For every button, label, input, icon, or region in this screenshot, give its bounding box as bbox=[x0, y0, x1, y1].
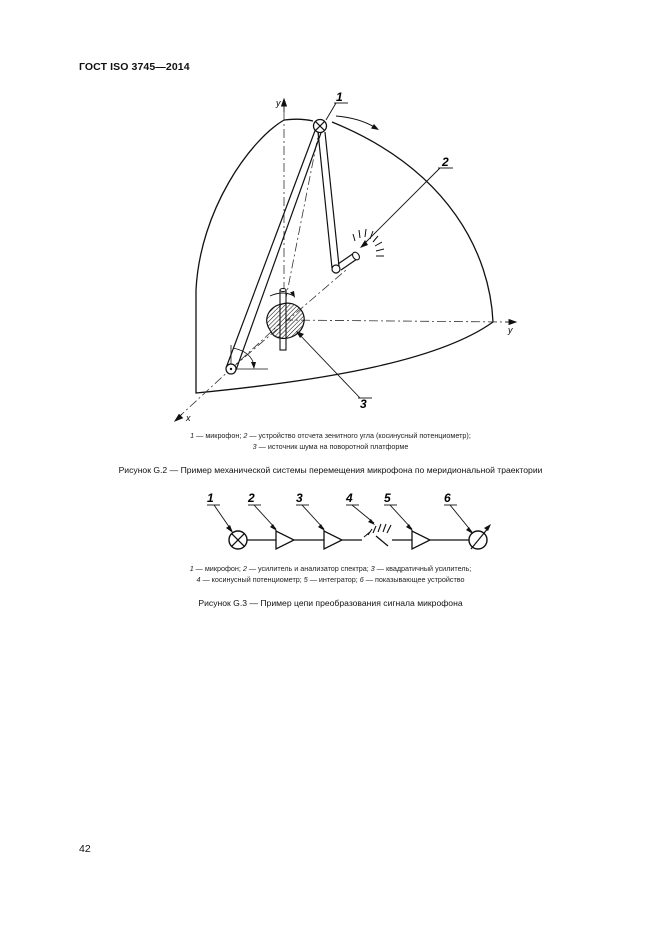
callout-3-g2: 3 bbox=[360, 397, 367, 411]
figure-g3-legend-line2: 4 — косинусный потенциометр; 5 — интегратор; 6 — показывающее устройство bbox=[196, 574, 465, 584]
indicator-symbol-g3 bbox=[469, 524, 491, 549]
figure-g3-caption: Рисунок G.3 — Пример цепи преобразования сигнала микрофона bbox=[198, 598, 463, 608]
axis-label-y-up: y bbox=[276, 98, 281, 108]
page-number: 42 bbox=[79, 843, 91, 855]
figure-g3-legend-line1: 1 — микрофон; 2 — усилитель и анализатор спектра; 3 — квадратичный усилитель; bbox=[189, 564, 472, 573]
cosine-potentiometer-symbol-g3 bbox=[362, 524, 392, 546]
callout-1-g3: 1 bbox=[207, 491, 214, 505]
callout-3-g3: 3 bbox=[296, 491, 303, 505]
callout-2-g2: 2 bbox=[442, 155, 449, 169]
amplifier-symbol-g3 bbox=[276, 531, 294, 549]
axis-label-y-right: y bbox=[508, 325, 513, 335]
callout-4-g3: 4 bbox=[346, 491, 353, 505]
figure-g2-legend-line2: 3 — источник шума на поворотной платформе bbox=[252, 441, 409, 451]
figure-g2-legend-line1: 1 — микрофон; 2 — устройство отсчета зенитного угла (косинусный потенциометр); bbox=[190, 431, 471, 440]
callout-6-g3: 6 bbox=[444, 491, 451, 505]
microphone-symbol-g3 bbox=[229, 531, 247, 549]
square-amplifier-symbol-g3 bbox=[324, 531, 342, 549]
callout-2-g3: 2 bbox=[248, 491, 255, 505]
figure-g3-legend bbox=[0, 564, 661, 585]
figure-g2-caption: Рисунок G.2 — Пример механической системы перемещения микрофона по меридиональной траектории bbox=[118, 465, 543, 475]
axis-label-x: x bbox=[186, 413, 191, 423]
callout-1-g2: 1 bbox=[336, 90, 343, 104]
callout-5-g3: 5 bbox=[384, 491, 391, 505]
integrator-symbol-g3 bbox=[412, 531, 430, 549]
document-header: ГОСТ ISO 3745—2014 bbox=[79, 61, 190, 73]
